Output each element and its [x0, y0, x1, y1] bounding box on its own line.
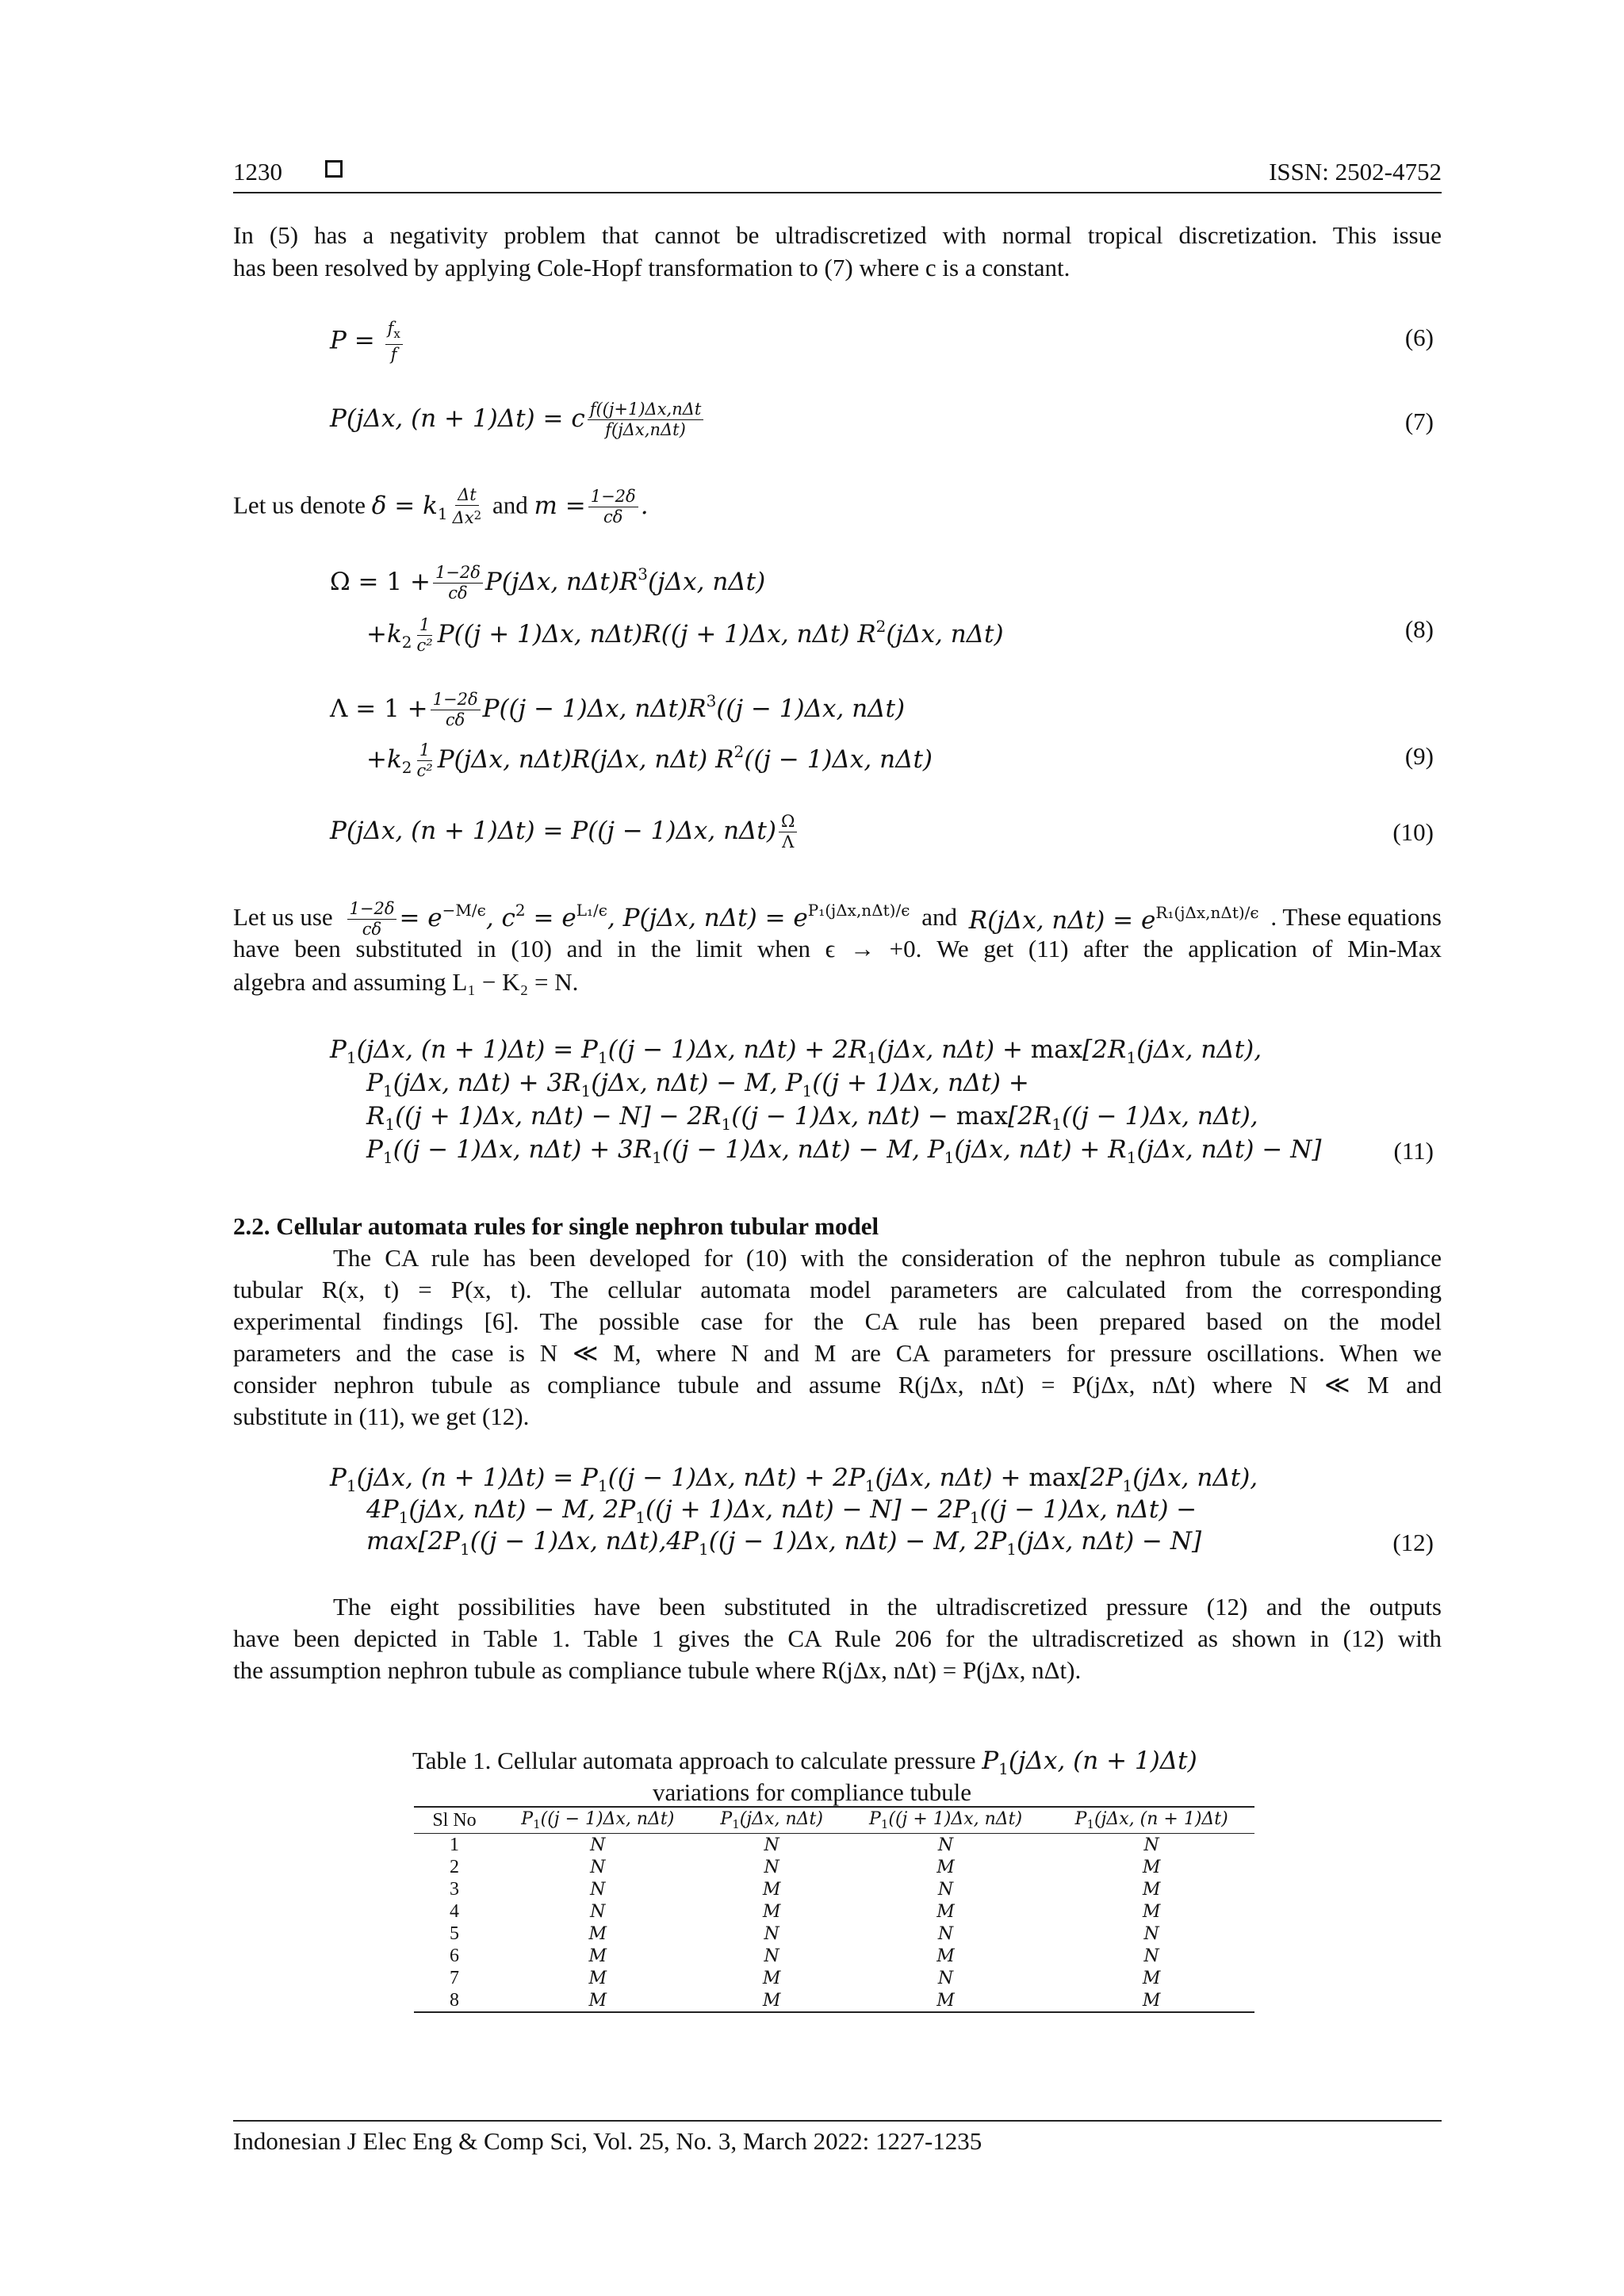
- table-caption-line-2: variations for compliance tubule: [652, 1778, 971, 1806]
- equation-11-line-2: $P_1(j\Delta x$, $n\Delta t) + 3R_1(j\Delta x$, nΔt) − M, $P_1((j + 1)\Delta x$, nΔt) +: [366, 1069, 1029, 1100]
- table-row: [414, 1878, 1254, 1900]
- cell: M: [1142, 1857, 1161, 1877]
- table-row: [414, 1967, 1254, 1989]
- square-bullet-icon: [325, 160, 343, 178]
- equation-7: P(jΔx, (n + 1)Δt) = c $\frac{\text{f((j+1)Δx,nΔt}}{\text{f(jΔx,nΔt)}}$: [330, 400, 706, 440]
- equation-number-11: (11): [1393, 1137, 1434, 1165]
- table-row: [414, 1834, 1254, 1857]
- section-line-2: tubular R(x, t) = P(x, t). The cellular automata model parameters are calculated from the corresponding: [233, 1276, 1442, 1303]
- cell-sl: 7: [450, 1967, 459, 1988]
- section-line-4: parameters and the case is N ≪ M, where N and M are CA parameters for pressure oscillations. When we: [233, 1339, 1442, 1367]
- footer-citation: Indonesian J Elec Eng & Comp Sci, Vol. 25, No. 3, March 2022: 1227-1235: [233, 2127, 982, 2155]
- intro-line-2: has been resolved by applying Cole-Hopf transformation to (7) where c is a constant.: [233, 254, 1071, 281]
- cell: M: [843, 1989, 1049, 2012]
- header-p-output: $P_1(j\Delta x$, (n + 1)Δt): [1048, 1807, 1254, 1834]
- eight-line-3: the assumption nephron tubule as compliance tubule where R(jΔx, nΔt) = P(jΔx, nΔt).: [233, 1656, 1082, 1684]
- let-use-suffix: . These equations: [1270, 903, 1442, 931]
- cell: N: [1143, 1923, 1159, 1944]
- equation-12-line-1: $P_1(j\Delta x$, $(n + 1)\Delta t) = P_1((j - 1)\Delta x$, $n\Delta t) + 2P_1(j\Delta x$, $n\Delta t) + \max[2P_1(j\Delta x$, nΔt),: [330, 1464, 1258, 1495]
- cell-sl: 1: [450, 1834, 459, 1855]
- equation-number-8: (8): [1404, 615, 1434, 643]
- ca-table: [414, 1806, 1254, 2013]
- let-use-prefix: Let us use: [233, 903, 333, 931]
- cell-sl: 5: [450, 1923, 459, 1944]
- cell: M: [762, 1968, 781, 1988]
- equation-12-line-3: $\max[2P_1((j - 1)\Delta x$, $n\Delta t),4P_1((j - 1)\Delta x$, nΔt) − M, $2P_1(j\Delta x$, nΔt) − N]: [366, 1527, 1202, 1559]
- table-caption-text: Table 1. Cellular automata approach to calculate pressure: [412, 1747, 976, 1774]
- table-header-row: [414, 1807, 1254, 1834]
- cell: M: [588, 1923, 607, 1944]
- table-row: [414, 1945, 1254, 1967]
- let-denote-prefix: Let us denote: [233, 491, 366, 519]
- equation-11-line-1: $P_1(j\Delta x$, $(n + 1)\Delta t) = P_1((j - 1)\Delta x$, $n\Delta t) + 2R_1(j\Delta x$, $n\Delta t) + \max[2R_1(j\Delta x$, nΔt),: [330, 1035, 1262, 1067]
- equation-9-line-1: Λ = 1 + $\frac{1-2\delta}{c\delta}$ P((j − 1)Δx, $n\Delta t)R^3((j - 1)\Delta x$, nΔt): [330, 690, 906, 729]
- cell: N: [590, 1835, 606, 1855]
- let-denote-line: Let us denote $\delta = k_1$ $\frac{\Delta t}{\Delta x^2}$ and m = $\frac{1-2\delta}{c\delta}$ .: [233, 485, 649, 527]
- eight-line-2: have been depicted in Table 1. Table 1 gives the CA Rule 206 for the ultradiscretized as shown in (12) with: [233, 1624, 1442, 1652]
- cell: N: [937, 1879, 954, 1900]
- equation-10: P(jΔx, (n + 1)Δt) = P((j − 1)Δx, nΔt) $\frac{\Omega}{\Lambda}$: [330, 812, 799, 852]
- section-heading: 2.2. Cellular automata rules for single nephron tubular model: [233, 1212, 879, 1240]
- equation-12-line-2: $4P_1(j\Delta x$, nΔt) − M, $2P_1((j + 1)\Delta x$, $n\Delta t) - N] - 2P_1((j - 1)\Delta x$, nΔt) −: [366, 1495, 1197, 1527]
- let-denote-and: and: [492, 491, 528, 519]
- equation-number-7: (7): [1404, 408, 1434, 435]
- table-row: [414, 1989, 1254, 2012]
- eight-line-1: The eight possibilities have been substituted in the ultradiscretized pressure (12) and the outputs: [333, 1593, 1442, 1621]
- section-line-3: experimental findings [6]. The possible case for the CA rule has been prepared based on the model: [233, 1307, 1442, 1335]
- cell: M: [936, 1901, 955, 1922]
- cell: M: [588, 1968, 607, 1988]
- let-use-line-1: Let us use $\frac{1-2\delta}{c\delta}$ = $e^{-M/\epsilon}$, $c^2 = e^{L_1/\epsilon}$, P(jΔx, $n\Delta t) = e^{P_1(j\Delta x,n\Delta t)/\epsilon}$ and R(jΔx, $n\Delta t) = e^{R_1(j\Delta x,n\Delta t)/\epsilon}$ . These equations: [233, 899, 1442, 939]
- equation-8-line-2: $+k_2$ $\frac{1}{\text{c²}}$ P((j + 1)Δx, nΔt)R((j + 1)Δx, nΔt) $R^2(j\Delta x$, nΔt): [366, 615, 1004, 655]
- cell: M: [588, 1946, 607, 1966]
- issn: ISSN: 2502-4752: [1269, 158, 1442, 186]
- footer-rule: [233, 2120, 1442, 2122]
- cell: N: [764, 1946, 779, 1966]
- cell: M: [762, 1901, 781, 1922]
- cell-sl: 3: [450, 1878, 459, 1900]
- intro-line-1: In (5) has a negativity problem that cannot be ultradiscretized with normal tropical discretization. This issue: [233, 221, 1442, 249]
- cell-sl: 4: [450, 1900, 459, 1922]
- cell: N: [937, 1968, 954, 1988]
- cell: N: [1143, 1835, 1159, 1855]
- equation-6: P = $\frac{f_x}{f}$: [330, 319, 405, 365]
- cell: N: [764, 1835, 779, 1855]
- table-row: [414, 1856, 1254, 1878]
- header-rule: [233, 192, 1442, 193]
- cell-sl: 2: [450, 1856, 459, 1877]
- cell: M: [1142, 1901, 1161, 1922]
- table-caption-line-1: Table 1. Cellular automata approach to calculate pressure $P_1(j\Delta x$, (n + 1)Δt): [412, 1747, 1197, 1778]
- equation-8-line-1: Ω = 1 + $\frac{1-2\delta}{c\delta}$ P(jΔx, $n\Delta t)R^3(j\Delta x$, nΔt): [330, 563, 766, 603]
- cell-sl: 8: [414, 1989, 495, 2012]
- cell: N: [764, 1857, 779, 1877]
- section-line-6: substitute in (11), we get (12).: [233, 1402, 530, 1430]
- section-line-1: The CA rule has been developed for (10) with the consideration of the nephron tubule as compliance: [333, 1244, 1442, 1272]
- equation-11-line-3: $R_1((j + 1)\Delta x$, $n\Delta t) - N] - 2R_1((j - 1)\Delta x$, $n\Delta t) - \max[2R_1((j - 1)\Delta x$, nΔt),: [366, 1102, 1258, 1134]
- cell: N: [590, 1857, 606, 1877]
- let-use-and: and: [921, 903, 957, 931]
- cell: M: [495, 1989, 701, 2012]
- equation-number-12: (12): [1392, 1529, 1434, 1556]
- let-use-line-2: have been substituted in (10) and in the limit when ϵ → +0. We get (11) after the application of Min-Max: [233, 935, 1442, 962]
- cell: M: [1048, 1989, 1254, 2012]
- cell: N: [937, 1923, 954, 1944]
- cell: N: [764, 1923, 779, 1944]
- cell: M: [701, 1989, 843, 2012]
- cell: M: [1142, 1879, 1161, 1900]
- cell: N: [590, 1901, 606, 1922]
- equation-number-9: (9): [1404, 742, 1434, 770]
- cell: N: [590, 1879, 606, 1900]
- cell: M: [936, 1857, 955, 1877]
- cell: M: [936, 1946, 955, 1966]
- let-use-line-3: algebra and assuming L₁ − K₂ = N.: [233, 968, 579, 996]
- header-p-next: $P_1((j + 1)\Delta x$, nΔt): [843, 1807, 1049, 1834]
- cell: N: [937, 1835, 954, 1855]
- header-sl-no: Sl No: [414, 1807, 495, 1834]
- equation-11-line-4: $P_1((j - 1)\Delta x$, $n\Delta t) + 3R_1((j - 1)\Delta x$, nΔt) − M, $P_1(j\Delta x$, $n\Delta t) + R_1(j\Delta x$, nΔt) − N]: [366, 1135, 1322, 1167]
- page-number: 1230: [233, 158, 282, 186]
- table-row: [414, 1923, 1254, 1945]
- table-row: [414, 1900, 1254, 1923]
- equation-9-line-2: $+k_2$ $\frac{1}{\text{c²}}$ P(jΔx, nΔt)R(jΔx, nΔt) $R^2((j - 1)\Delta x$, nΔt): [366, 740, 933, 780]
- equation-number-6: (6): [1404, 323, 1434, 351]
- equation-number-10: (10): [1392, 818, 1434, 846]
- cell: N: [1143, 1946, 1159, 1966]
- header-p-prev: $P_1((j - 1)\Delta x$, nΔt): [495, 1807, 701, 1834]
- cell-sl: 6: [450, 1945, 459, 1966]
- cell: M: [1142, 1968, 1161, 1988]
- cell: M: [762, 1879, 781, 1900]
- header-p-current: $P_1(j\Delta x$, nΔt): [701, 1807, 843, 1834]
- section-line-5: consider nephron tubule as compliance tubule and assume R(jΔx, nΔt) = P(jΔx, nΔt) where N ≪ M and: [233, 1371, 1442, 1399]
